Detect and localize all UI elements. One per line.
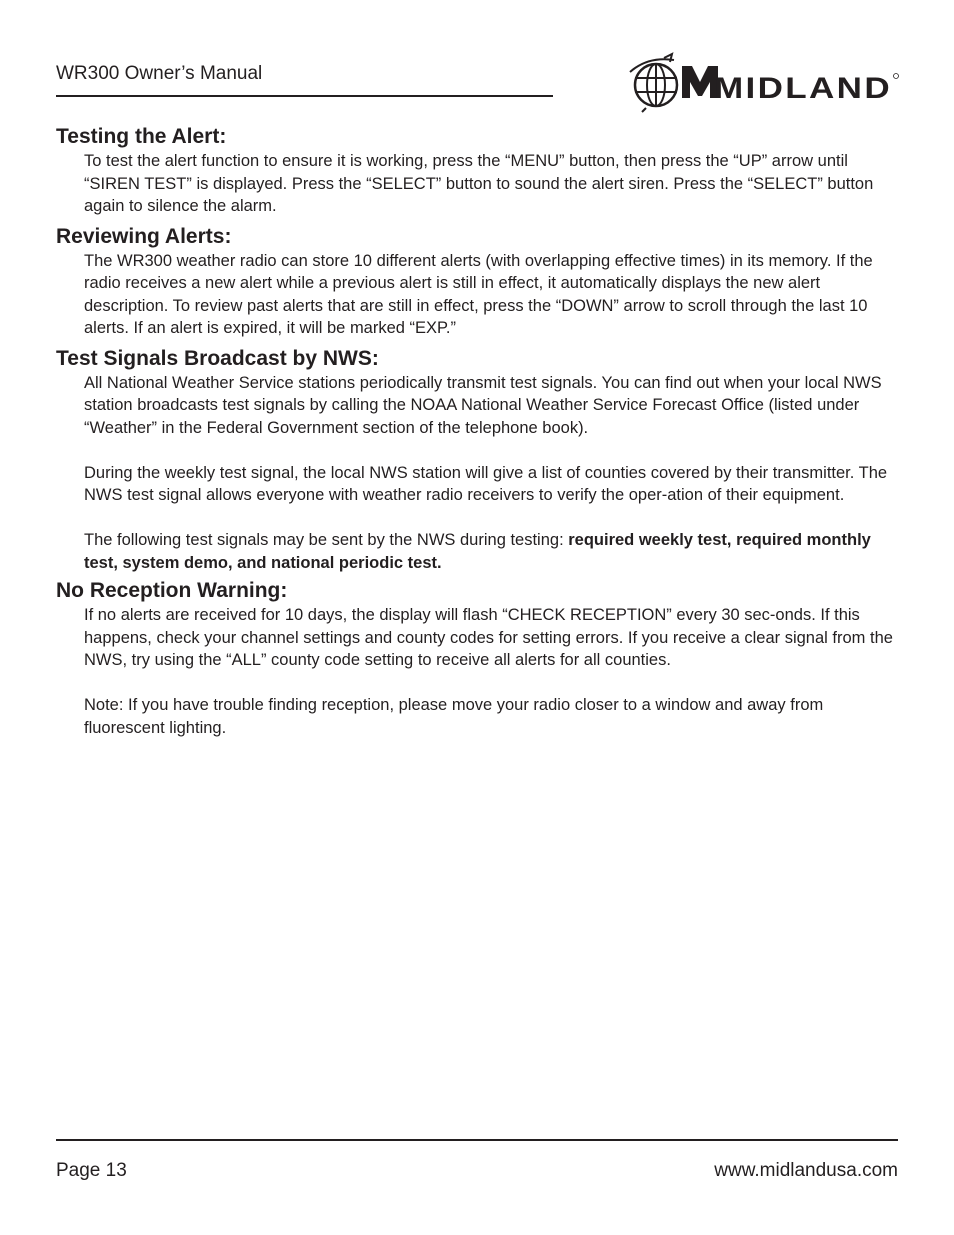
website-link[interactable]: www.midlandusa.com xyxy=(714,1160,898,1181)
logo-wordmark: MIDLAND xyxy=(714,72,892,105)
paragraph-test-signal-types xyxy=(84,529,896,574)
section-heading: Testing the Alert: xyxy=(56,125,227,148)
header-divider xyxy=(56,95,553,97)
section-reviewing-alerts xyxy=(56,224,896,340)
page-number: Page 13 xyxy=(56,1160,127,1181)
paragraph: During the weekly test signal, the local NWS station will give a list of counties covered by their transmitter. The NWS test signal allows everyone with weather radio receivers to verify the oper-ation of their equipment. xyxy=(84,463,888,504)
paragraph-lead: The following test signals may be sent by the NWS during testing: xyxy=(84,531,569,549)
section-test-signals xyxy=(56,346,896,575)
manual-title: WR300 Owner’s Manual xyxy=(56,63,263,84)
section-testing-alert xyxy=(56,124,896,218)
paragraph: To test the alert function to ensure it is working, press the “MENU” button, then press the “UP” arrow until “SIREN TEST” is displayed. Press the “SELECT” button to sound the alert siren. Press the “SELECT” button again to silence the alarm. xyxy=(84,152,874,215)
section-heading: Reviewing Alerts: xyxy=(56,224,232,248)
section-heading: No Reception Warning: xyxy=(56,579,288,602)
midland-logo xyxy=(628,52,900,114)
paragraph-note: Note: If you have trouble finding reception, please move your radio closer to a window and away from fluorescent lighting. xyxy=(84,696,824,737)
test-signal-list: required weekly test, required monthly test, system demo, and national periodic test. xyxy=(84,531,871,572)
section-heading: Test Signals Broadcast by NWS: xyxy=(56,346,379,370)
section-body xyxy=(84,250,896,340)
section-body xyxy=(84,604,896,739)
section-no-reception xyxy=(56,578,896,739)
paragraph: The WR300 weather radio can store 10 different alerts (with overlapping effective times) in its memory. If the radio receives a new alert while a previous alert is still in effect, it automatically displays the new alert description. To review past alerts that are still in effect, press the “DOWN” arrow to scroll through the last 10 alerts. If an alert is expired, it will be marked “EXP.” xyxy=(84,251,873,337)
logo-m-mark xyxy=(682,66,718,98)
section-body xyxy=(84,150,896,218)
section-body xyxy=(84,372,896,575)
footer-divider xyxy=(56,1139,898,1141)
paragraph: All National Weather Service stations periodically transmit test signals. You can find out when your local NWS station broadcasts test signals by calling the NOAA National Weather Service Forecast Office (listed under “Weather” in the Federal Government section of the telephone book). xyxy=(84,373,882,437)
globe-icon xyxy=(630,54,677,112)
paragraph: If no alerts are received for 10 days, the display will flash “CHECK RECEPTION” every 30 sec-onds. If this happens, check your channel settings and county codes for setting errors. If you receive a clear signal from the NWS, try using the “ALL” county code setting to receive all alerts for all counties. xyxy=(84,606,893,669)
page-content xyxy=(56,124,896,739)
registered-mark-icon xyxy=(894,74,899,79)
